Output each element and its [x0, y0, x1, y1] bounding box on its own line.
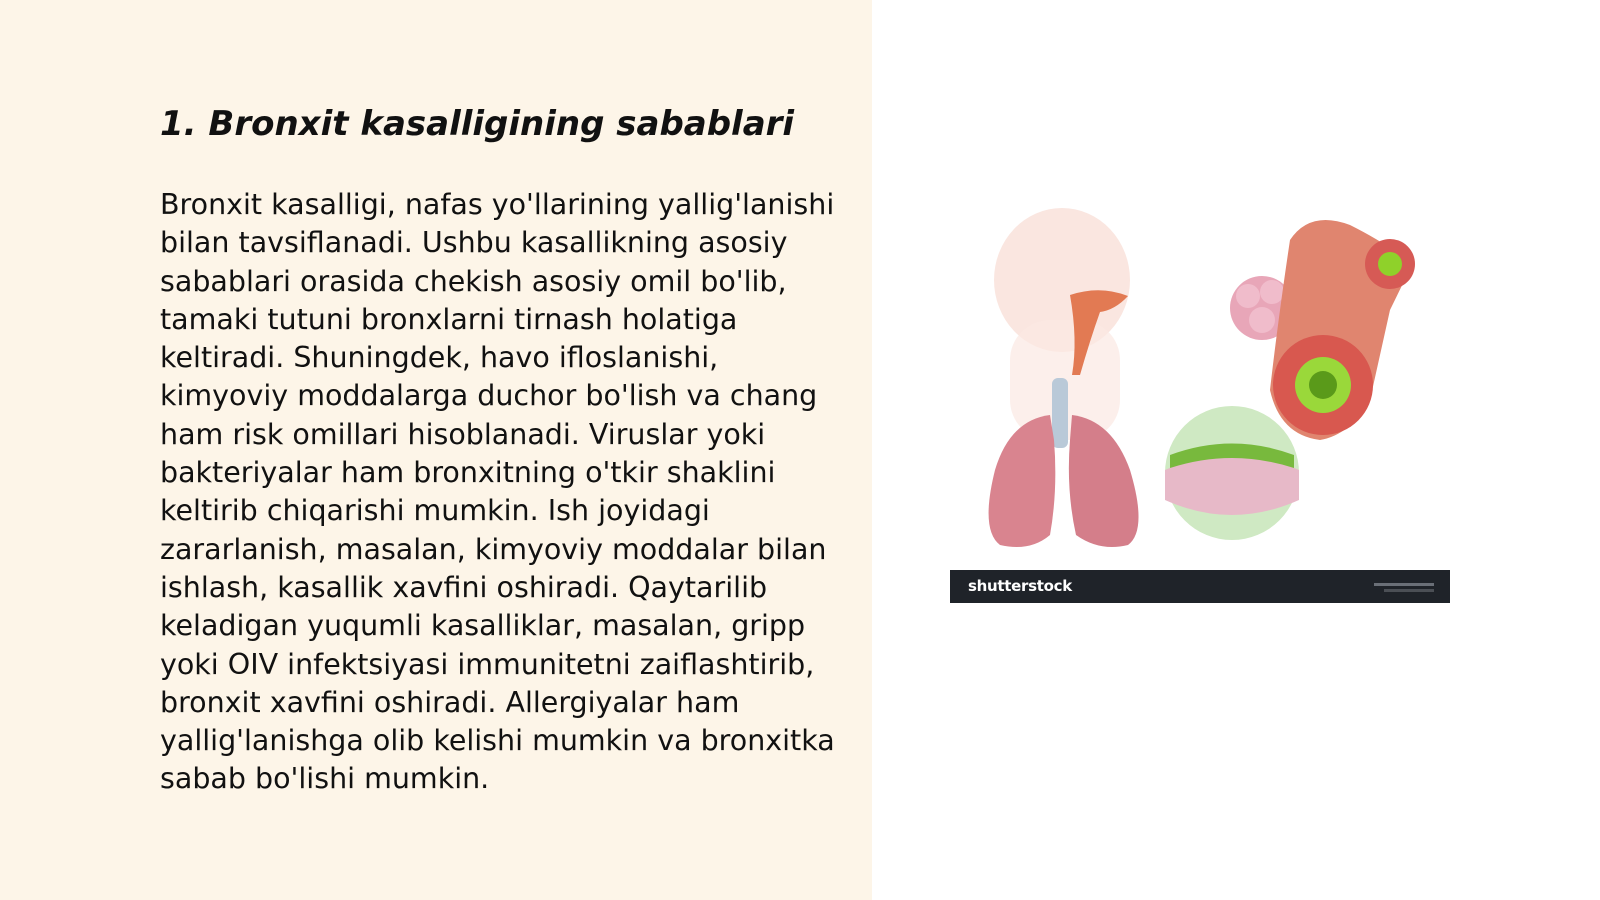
- stock-fine-print: [1374, 583, 1434, 586]
- trachea-shape: [1052, 378, 1068, 448]
- slide-title: 1. Bronxit kasalligining sabablari: [160, 104, 795, 144]
- right-lung-shape: [1069, 415, 1139, 547]
- stock-brand-label: shutterstock: [968, 577, 1072, 595]
- left-lung-shape: [989, 415, 1056, 547]
- stock-watermark-bar: [950, 570, 1450, 603]
- slide-body-text: Bronxit kasalligi, nafas yo'llarining yallig'lanishi bilan tavsiflanadi. Ushbu kasallikning asosiy sabablari orasida chekish asosiy omil bo'lib, tamaki tutuni bronxlarni tirnash holatiga keltiradi. Shuningdek, havo ifloslanishi, kimyoviy moddalarga duchor bo'lish va chang ham risk omillari hisoblanadi. Viruslar yoki bakteriyalar ham bronxitning o'tkir shaklini keltirib chiqarishi mumkin. Ish joyidagi zararlanish, masalan, kimyoviy moddalar bilan ishlash, kasallik xavfini oshiradi. Qaytarilib keladigan yuqumli kasalliklar, masalan, gripp yoki OIV infektsiyasi immunitetni zaiflashtirib, bronxit xavfini oshiradi. Allergiyalar ham yallig'lanishga olib kelishi mumkin va bronxitka sabab bo'lishi mumkin.: [160, 188, 835, 796]
- respiratory-illustration: [950, 200, 1450, 603]
- respiratory-anatomy-drawing: [950, 200, 1450, 570]
